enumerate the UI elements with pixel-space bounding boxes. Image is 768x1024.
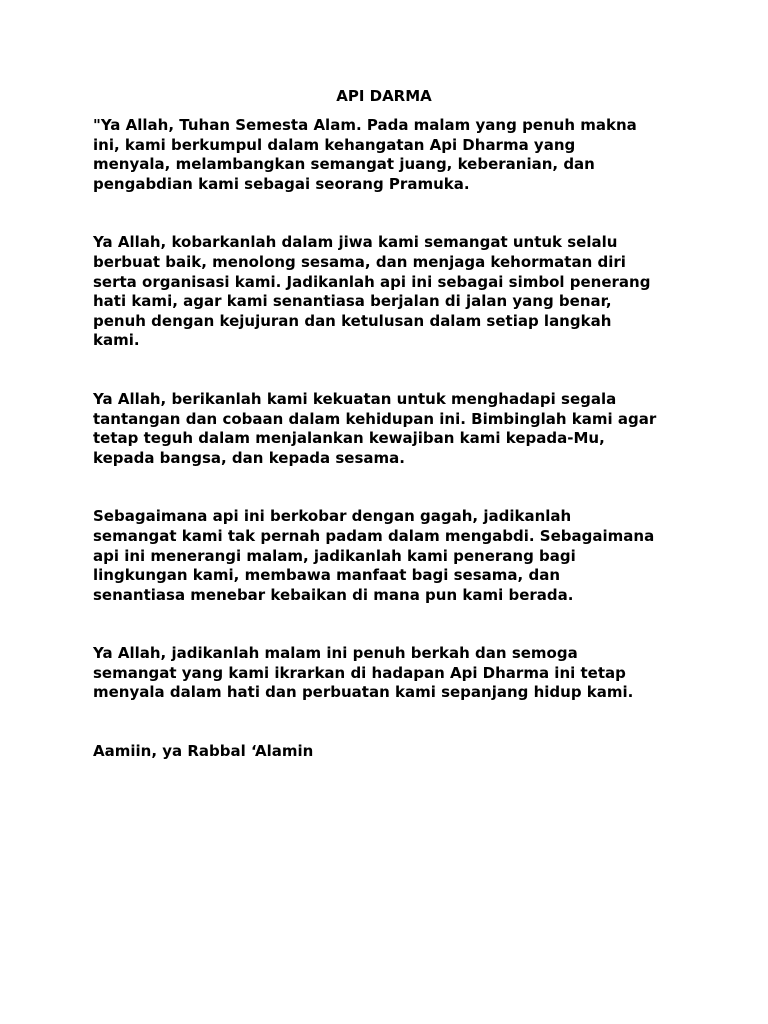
paragraph-line: menyala dalam hati dan perbuatan kami sepanjang hidup kami. [93, 683, 634, 702]
paragraph-line: semangat kami tak pernah padam dalam mengabdi. Sebagaimana [93, 526, 655, 545]
paragraph-line: "Ya Allah, Tuhan Semesta Alam. Pada malam yang penuh makna [93, 116, 637, 134]
paragraph-line: tetap teguh dalam menjalankan kewajiban kami kepada-Mu, [93, 429, 605, 448]
paragraph-line: berbuat baik, menolong sesama, dan menjaga kehormatan diri [93, 252, 626, 271]
paragraph-jadikanlah [93, 644, 683, 703]
paragraph-line: senantiasa menebar kebaikan di mana pun kami berada. [93, 585, 574, 604]
paragraph-line: hati kami, agar kami senantiasa berjalan di jalan yang benar, [93, 292, 612, 311]
paragraph-line: semangat yang kami ikrarkan di hadapan Api Dharma ini tetap [93, 663, 626, 682]
paragraph-kobarkanlah [93, 233, 683, 351]
paragraph-line: ini, kami berkumpul dalam kehangatan Api Dharma yang [93, 135, 576, 154]
paragraph-line: kepada bangsa, dan kepada sesama. [93, 448, 405, 467]
paragraph-sebagaimana [93, 507, 683, 605]
paragraph-line: menyala, melambangkan semangat juang, keberanian, dan [93, 155, 595, 174]
paragraph-line: penuh dengan kejujuran dan ketulusan dalam setiap langkah [93, 311, 612, 330]
paragraph-line: serta organisasi kami. Jadikanlah api ini sebagai simbol penerang [93, 272, 651, 291]
paragraph-line: pengabdian kami sebagai seorang Pramuka. [93, 174, 470, 193]
paragraph-opening [93, 116, 683, 194]
paragraph-line: api ini menerangi malam, jadikanlah kami penerang bagi [93, 546, 576, 565]
paragraph-line: Ya Allah, berikanlah kami kekuatan untuk menghadapi segala [93, 389, 617, 408]
paragraph-line: Sebagaimana api ini berkobar dengan gagah, jadikanlah [93, 507, 572, 526]
paragraph-line: lingkungan kami, membawa manfaat bagi sesama, dan [93, 566, 560, 585]
paragraph-line: kami. [93, 331, 140, 350]
paragraph-berikanlah [93, 390, 683, 468]
document-title: API DARMA [336, 87, 432, 105]
closing-line: Aamiin, ya Rabbal ‘Alamin [93, 742, 314, 761]
paragraph-line: Ya Allah, jadikanlah malam ini penuh berkah dan semoga [93, 644, 578, 663]
paragraph-line: Ya Allah, kobarkanlah dalam jiwa kami semangat untuk selalu [93, 233, 618, 252]
paragraph-line: tantangan dan cobaan dalam kehidupan ini. Bimbinglah kami agar [93, 409, 657, 428]
